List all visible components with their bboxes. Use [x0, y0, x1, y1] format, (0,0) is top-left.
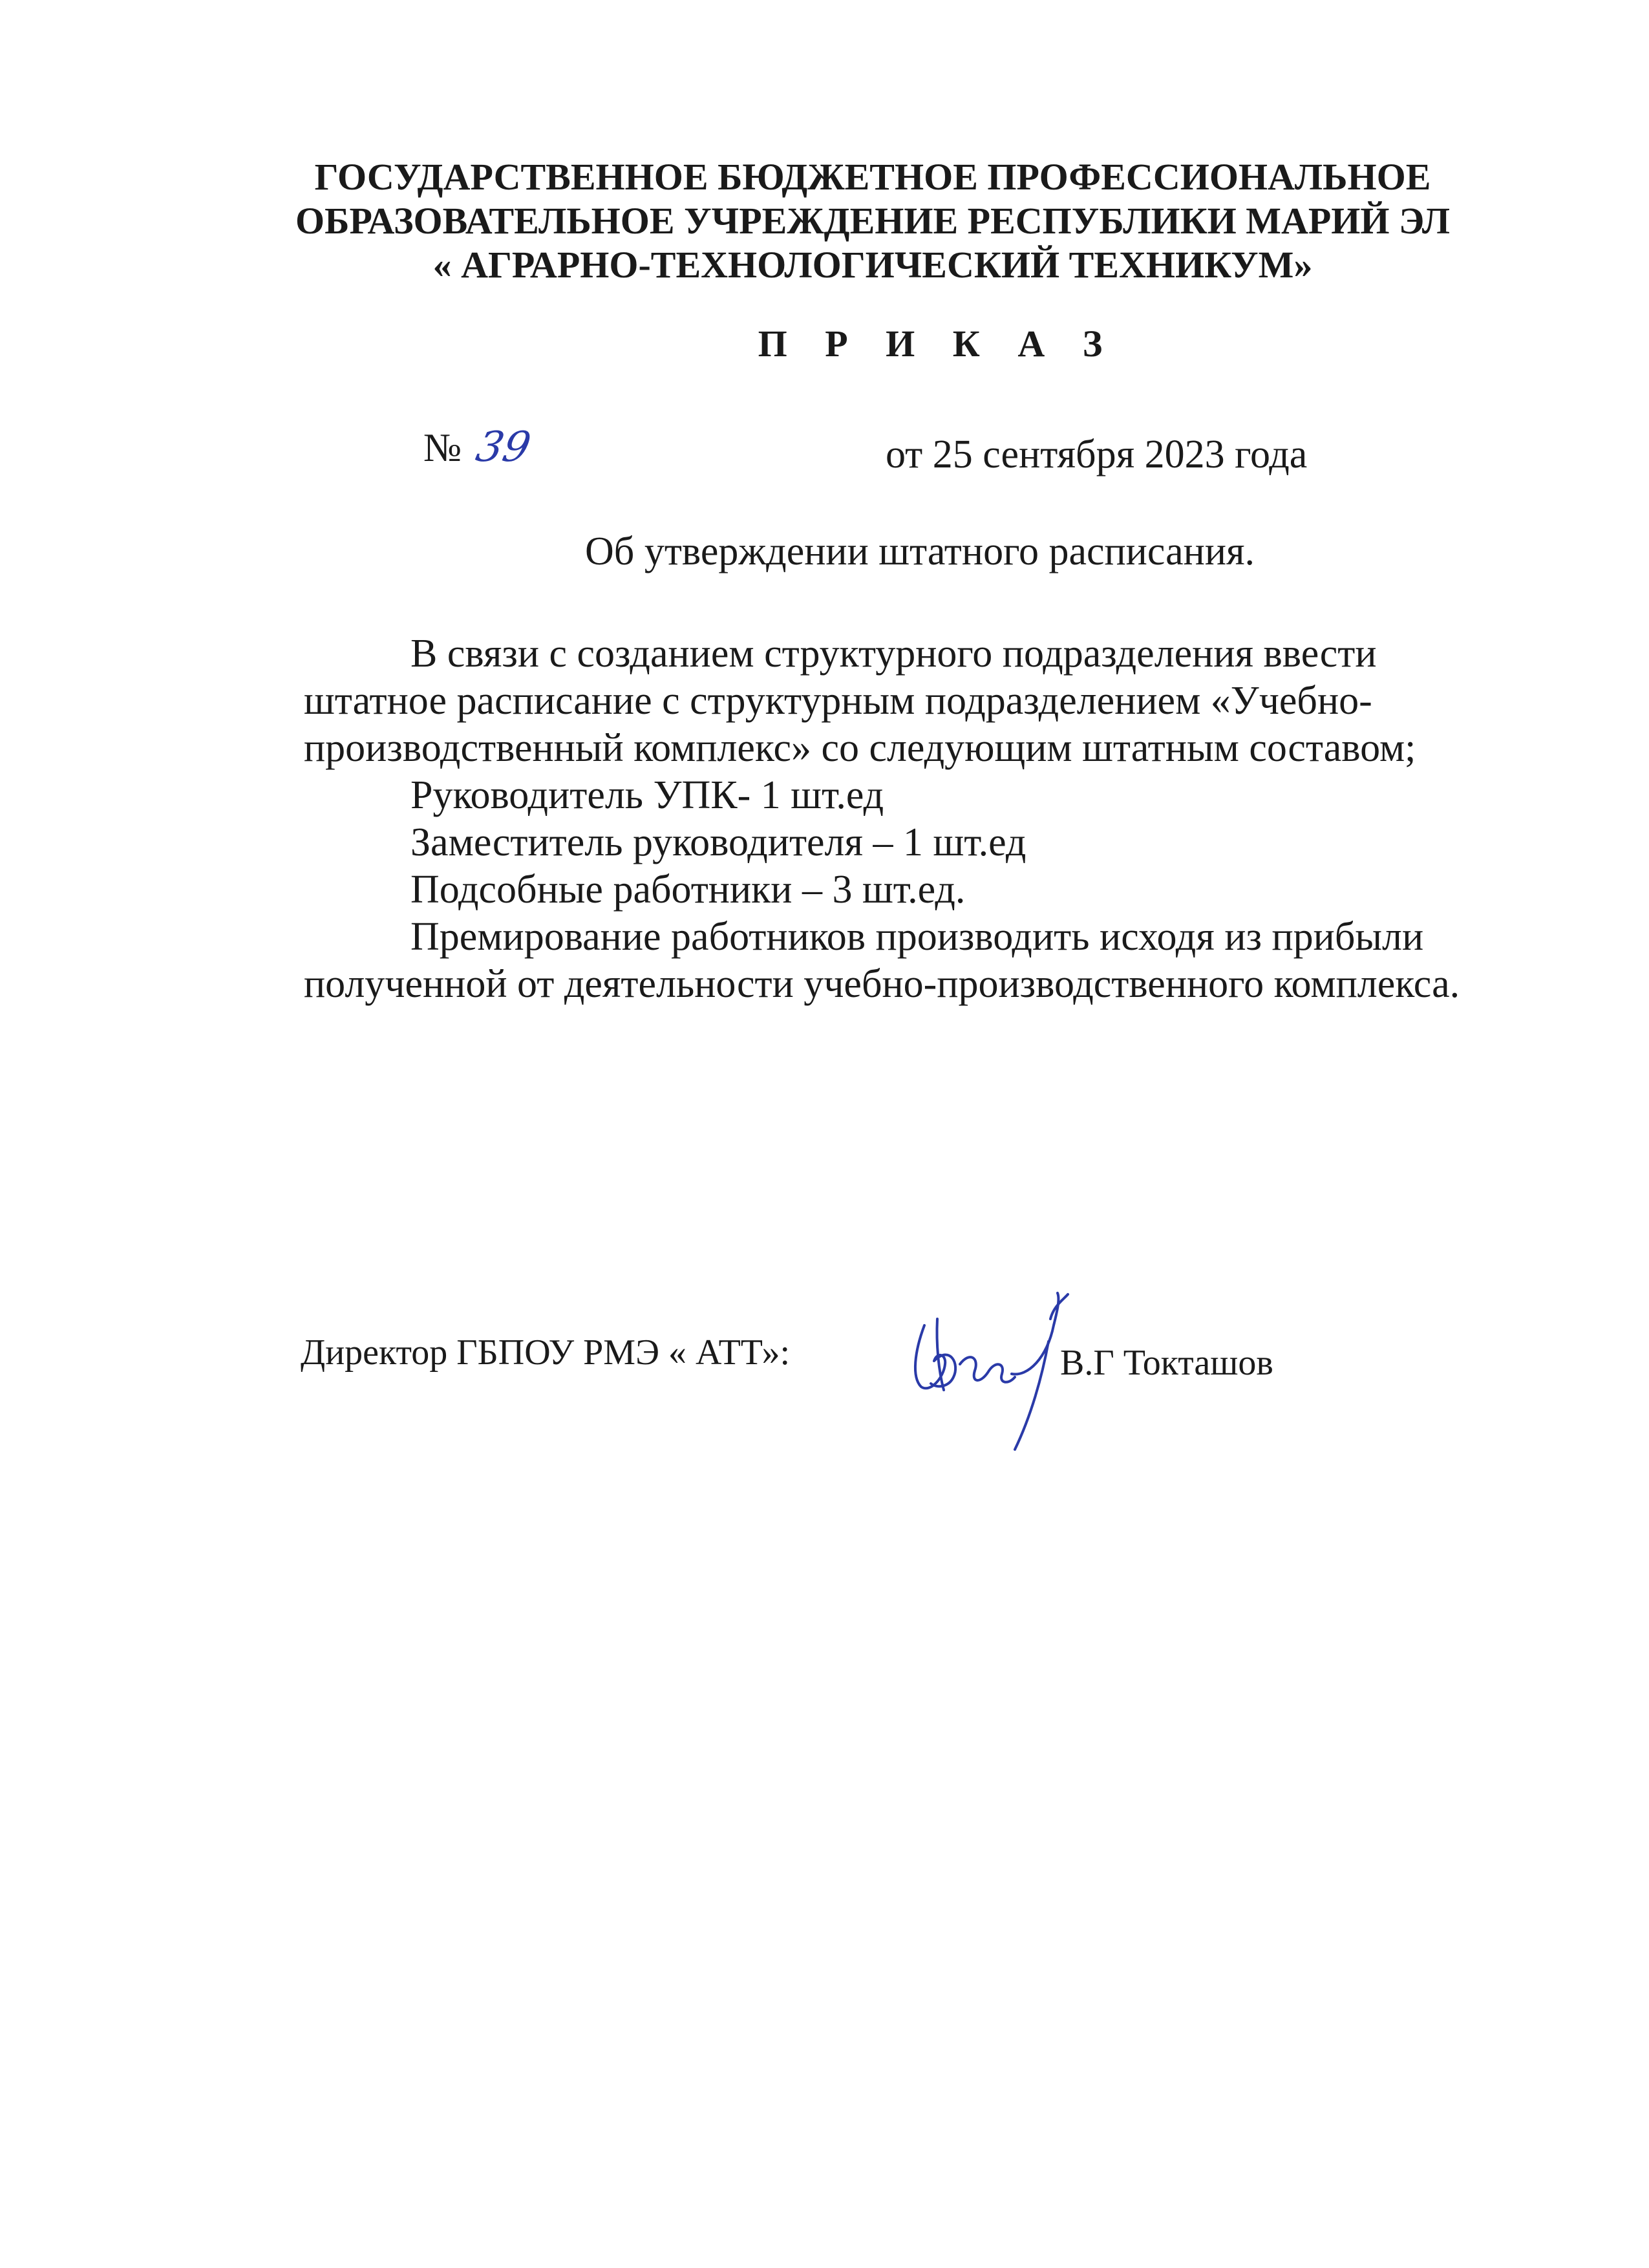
header-line: ГОСУДАРСТВЕННОЕ БЮДЖЕТНОЕ ПРОФЕССИОНАЛЬНОЕ — [314, 156, 1431, 198]
header-line: « АГРАРНО-ТЕХНОЛОГИЧЕСКИЙ ТЕХНИКУМ» — [432, 244, 1313, 286]
document-date: от 25 сентября 2023 года — [886, 433, 1308, 476]
document-body — [304, 630, 1584, 1008]
handwritten-number: 39 — [472, 423, 535, 471]
body-line: полученной от деятельности учебно-производственного комплекса. — [304, 962, 1460, 1006]
body-line: В связи с созданием структурного подразделения ввести — [410, 632, 1377, 676]
organization-header — [194, 155, 1551, 287]
body-line: Руководитель УПК- 1 шт.ед — [410, 773, 884, 817]
body-line: производственный комплекс» со следующим штатным составом; — [304, 726, 1416, 770]
header-line: ОБРАЗОВАТЕЛЬНОЕ УЧРЕЖДЕНИЕ РЕСПУБЛИКИ МАРИЙ ЭЛ — [295, 200, 1450, 242]
signature-block — [301, 1319, 1529, 1448]
document-subject: Об утверждении штатного расписания. — [585, 530, 1255, 573]
body-line: Заместитель руководителя – 1 шт.ед — [410, 820, 1027, 864]
document-type-title: П Р И К А З — [758, 323, 1117, 365]
body-line: штатное расписание с структурным подразделением «Учебно- — [304, 679, 1372, 723]
number-label: № — [423, 426, 462, 470]
document-number — [423, 423, 535, 471]
signer-position: Директор ГБПОУ РМЭ « АТТ»: — [301, 1332, 791, 1373]
body-line: Подсобные работники – 3 шт.ед. — [410, 868, 966, 912]
body-line: Премирование работников производить исходя из прибыли — [410, 915, 1424, 959]
signer-name: В.Г Токташов — [1060, 1343, 1273, 1383]
